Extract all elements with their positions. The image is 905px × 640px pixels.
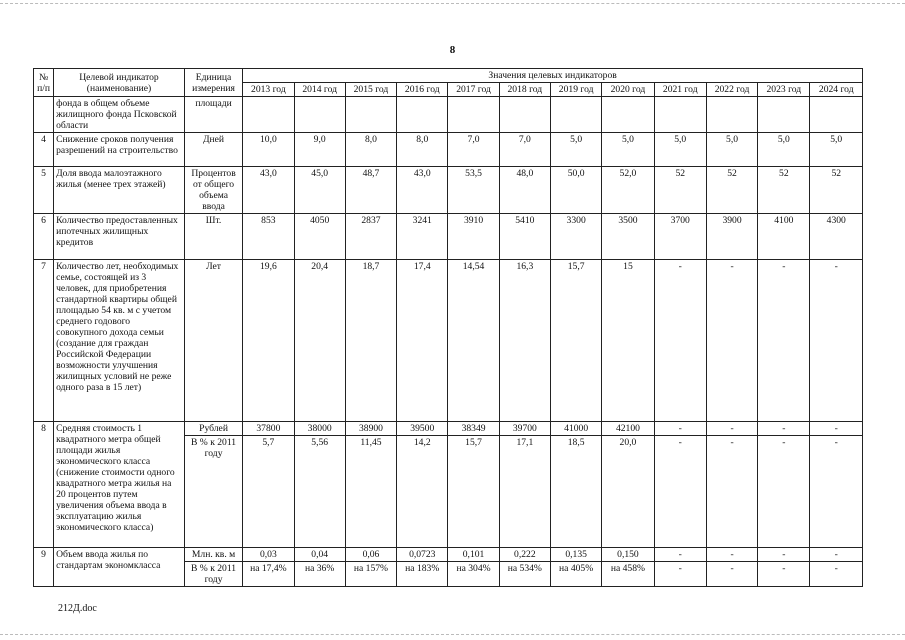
- value-cell: на 534%: [499, 562, 550, 587]
- value-cell: 0,04: [294, 548, 345, 562]
- value-cell: [345, 97, 396, 133]
- header-year: 2021 год: [654, 83, 706, 97]
- value-cell: [758, 97, 810, 133]
- value-cell: 5,7: [243, 436, 294, 548]
- value-cell: -: [810, 260, 863, 422]
- value-cell: 4050: [294, 214, 345, 260]
- value-cell: 4100: [758, 214, 810, 260]
- row-number: 4: [34, 133, 54, 167]
- value-cell: 853: [243, 214, 294, 260]
- value-cell: 37800: [243, 422, 294, 436]
- value-cell: 18,5: [551, 436, 602, 548]
- value-cell: -: [758, 548, 810, 562]
- indicator-name: Количество лет, необходимых семье, состоящей из 3 человек, для приобретения стандартной квартиры общей площадью 54 кв. м с учетом среднего годового совокупного дохода семьи (создание для граждан Российской Федерации возможности улучшения жилищных условий не реже одного раза в 15 лет): [54, 260, 185, 422]
- row-number: [34, 97, 54, 133]
- value-cell: 4300: [810, 214, 863, 260]
- indicator-name: Средняя стоимость 1 квадратного метра общей площади жилья экономического класса (снижение стоимости одного квадратного метра жилья на 20 процентов путем увеличения объема ввода в эксплуатацию жилья экономического класса): [54, 422, 185, 548]
- value-cell: 0,150: [602, 548, 654, 562]
- unit-cell: Дней: [184, 133, 242, 167]
- value-cell: 3700: [654, 214, 706, 260]
- value-cell: 15,7: [551, 260, 602, 422]
- value-cell: 50,0: [551, 167, 602, 214]
- value-cell: 53,5: [448, 167, 499, 214]
- indicators-table: [33, 68, 863, 587]
- value-cell: -: [810, 436, 863, 548]
- table-row: [34, 260, 863, 422]
- value-cell: 7,0: [448, 133, 499, 167]
- unit-cell: Процентов от общего объема ввода: [184, 167, 242, 214]
- value-cell: 19,6: [243, 260, 294, 422]
- value-cell: 3900: [706, 214, 757, 260]
- value-cell: -: [758, 562, 810, 587]
- value-cell: 0,222: [499, 548, 550, 562]
- value-cell: 17,4: [397, 260, 448, 422]
- row-number: 9: [34, 548, 54, 587]
- top-border: [0, 3, 905, 4]
- value-cell: [810, 97, 863, 133]
- table-row: [34, 422, 863, 436]
- value-cell: -: [706, 436, 757, 548]
- header-indicator: Целевой индикатор (наименование): [54, 69, 185, 97]
- value-cell: -: [706, 562, 757, 587]
- value-cell: на 304%: [448, 562, 499, 587]
- value-cell: 45,0: [294, 167, 345, 214]
- value-cell: 5,0: [758, 133, 810, 167]
- value-cell: 3500: [602, 214, 654, 260]
- indicator-name: Снижение сроков получения разрешений на строительство: [54, 133, 185, 167]
- indicator-name: Количество предоставленных ипотечных жилищных кредитов: [54, 214, 185, 260]
- row-number: 6: [34, 214, 54, 260]
- value-cell: на 405%: [551, 562, 602, 587]
- header-year: 2020 год: [602, 83, 654, 97]
- value-cell: 38900: [345, 422, 396, 436]
- table-row: [34, 548, 863, 562]
- value-cell: [602, 97, 654, 133]
- value-cell: 48,0: [499, 167, 550, 214]
- header-year: 2016 год: [397, 83, 448, 97]
- indicator-name: фонда в общем объеме жилищного фонда Псковской области: [54, 97, 185, 133]
- value-cell: -: [706, 422, 757, 436]
- row-number: 8: [34, 422, 54, 548]
- header-unit: Единица измерения: [184, 69, 242, 97]
- value-cell: 3300: [551, 214, 602, 260]
- value-cell: -: [810, 422, 863, 436]
- page-number: 8: [449, 44, 456, 56]
- value-cell: -: [810, 562, 863, 587]
- value-cell: 5,0: [706, 133, 757, 167]
- row-number: 5: [34, 167, 54, 214]
- unit-cell: Лет: [184, 260, 242, 422]
- value-cell: 0,03: [243, 548, 294, 562]
- value-cell: 11,45: [345, 436, 396, 548]
- value-cell: [499, 97, 550, 133]
- header-values: Значения целевых индикаторов: [243, 69, 863, 83]
- value-cell: [397, 97, 448, 133]
- header-year: 2013 год: [243, 83, 294, 97]
- value-cell: 5,0: [551, 133, 602, 167]
- header-year: 2014 год: [294, 83, 345, 97]
- value-cell: на 458%: [602, 562, 654, 587]
- value-cell: 48,7: [345, 167, 396, 214]
- value-cell: [294, 97, 345, 133]
- value-cell: 43,0: [397, 167, 448, 214]
- value-cell: 3910: [448, 214, 499, 260]
- value-cell: 52: [810, 167, 863, 214]
- unit-cell: Млн. кв. м: [184, 548, 242, 562]
- unit-cell: площади: [184, 97, 242, 133]
- header-year: 2023 год: [758, 83, 810, 97]
- value-cell: -: [654, 422, 706, 436]
- value-cell: 41000: [551, 422, 602, 436]
- value-cell: 52,0: [602, 167, 654, 214]
- value-cell: 2837: [345, 214, 396, 260]
- value-cell: -: [810, 548, 863, 562]
- value-cell: 52: [706, 167, 757, 214]
- value-cell: 38349: [448, 422, 499, 436]
- table-row: [34, 214, 863, 260]
- value-cell: 5410: [499, 214, 550, 260]
- value-cell: -: [758, 260, 810, 422]
- indicator-name: Объем ввода жилья по стандартам экономкласса: [54, 548, 185, 587]
- value-cell: 3241: [397, 214, 448, 260]
- value-cell: -: [654, 548, 706, 562]
- value-cell: 52: [758, 167, 810, 214]
- value-cell: -: [758, 422, 810, 436]
- value-cell: 5,0: [654, 133, 706, 167]
- value-cell: 14,54: [448, 260, 499, 422]
- value-cell: -: [654, 436, 706, 548]
- header-num: № п/п: [34, 69, 54, 97]
- value-cell: 42100: [602, 422, 654, 436]
- value-cell: 20,4: [294, 260, 345, 422]
- table-row: [34, 97, 863, 133]
- value-cell: 0,0723: [397, 548, 448, 562]
- value-cell: 15,7: [448, 436, 499, 548]
- value-cell: 52: [654, 167, 706, 214]
- value-cell: 8,0: [397, 133, 448, 167]
- value-cell: 7,0: [499, 133, 550, 167]
- header-year: 2015 год: [345, 83, 396, 97]
- header-year: 2019 год: [551, 83, 602, 97]
- indicator-name: Доля ввода малоэтажного жилья (менее трех этажей): [54, 167, 185, 214]
- unit-cell: В % к 2011 году: [184, 562, 242, 587]
- table-row: [34, 133, 863, 167]
- table-row: [34, 167, 863, 214]
- value-cell: [448, 97, 499, 133]
- value-cell: 39500: [397, 422, 448, 436]
- bottom-border: [0, 634, 905, 635]
- value-cell: [706, 97, 757, 133]
- value-cell: 5,56: [294, 436, 345, 548]
- value-cell: 5,0: [602, 133, 654, 167]
- value-cell: 43,0: [243, 167, 294, 214]
- header-year: 2017 год: [448, 83, 499, 97]
- value-cell: [654, 97, 706, 133]
- row-number: 7: [34, 260, 54, 422]
- header-year: 2022 год: [706, 83, 757, 97]
- value-cell: -: [706, 260, 757, 422]
- value-cell: 5,0: [810, 133, 863, 167]
- value-cell: 38000: [294, 422, 345, 436]
- value-cell: 0,135: [551, 548, 602, 562]
- header-year: 2024 год: [810, 83, 863, 97]
- value-cell: -: [654, 562, 706, 587]
- value-cell: 14,2: [397, 436, 448, 548]
- value-cell: 15: [602, 260, 654, 422]
- value-cell: 17,1: [499, 436, 550, 548]
- value-cell: 8,0: [345, 133, 396, 167]
- unit-cell: В % к 2011 году: [184, 436, 242, 548]
- value-cell: 0,06: [345, 548, 396, 562]
- header-year: 2018 год: [499, 83, 550, 97]
- value-cell: 16,3: [499, 260, 550, 422]
- value-cell: -: [758, 436, 810, 548]
- value-cell: 18,7: [345, 260, 396, 422]
- value-cell: 9,0: [294, 133, 345, 167]
- value-cell: на 183%: [397, 562, 448, 587]
- unit-cell: Шт.: [184, 214, 242, 260]
- value-cell: 10,0: [243, 133, 294, 167]
- value-cell: на 36%: [294, 562, 345, 587]
- value-cell: на 157%: [345, 562, 396, 587]
- footer-filename: 212Д.doc: [58, 603, 97, 614]
- value-cell: 20,0: [602, 436, 654, 548]
- value-cell: -: [654, 260, 706, 422]
- unit-cell: Рублей: [184, 422, 242, 436]
- value-cell: [243, 97, 294, 133]
- value-cell: 0,101: [448, 548, 499, 562]
- value-cell: [551, 97, 602, 133]
- value-cell: на 17,4%: [243, 562, 294, 587]
- value-cell: 39700: [499, 422, 550, 436]
- value-cell: -: [706, 548, 757, 562]
